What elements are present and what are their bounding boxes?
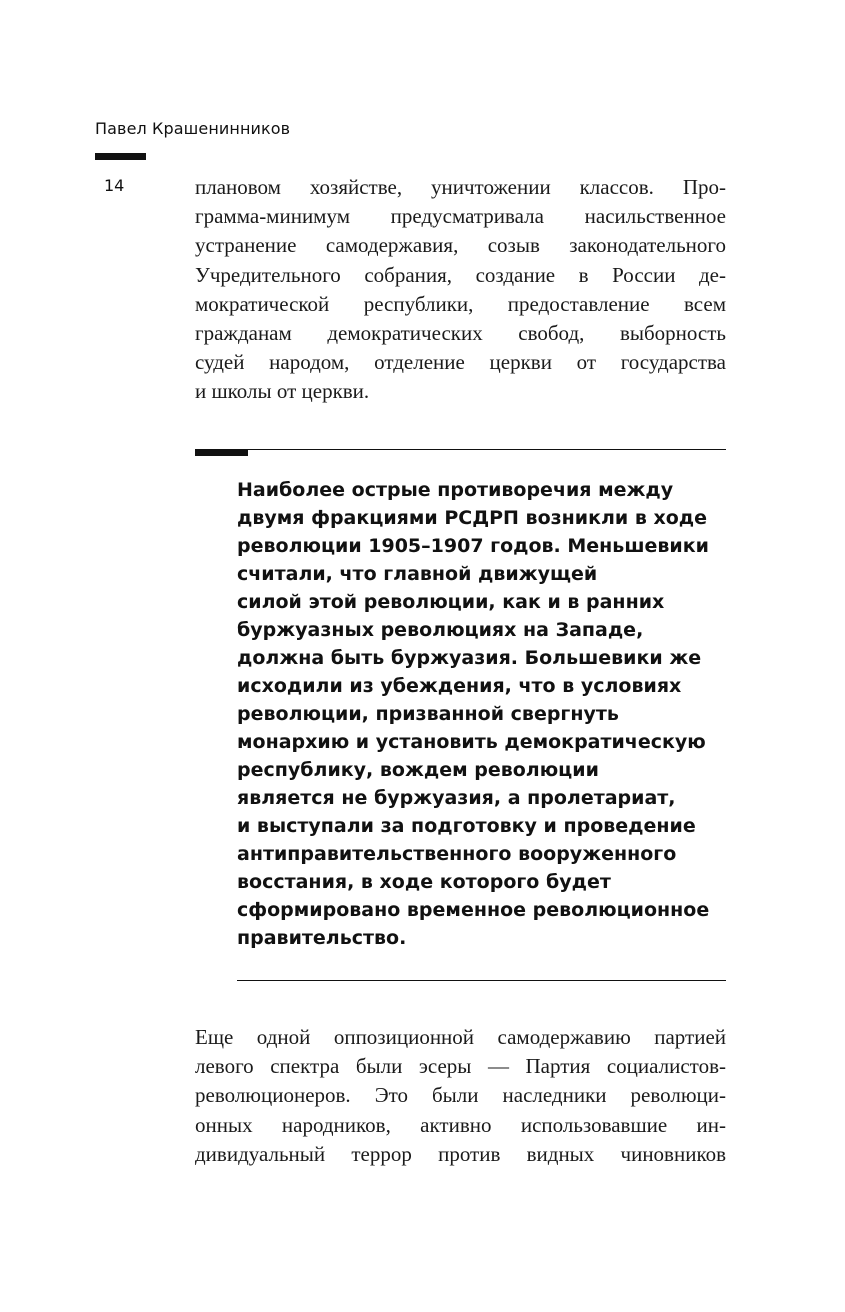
- text-line: и школы от церкви.: [195, 379, 370, 404]
- callout-line: исходили из убеждения, что в условиях: [237, 675, 682, 697]
- callout-line: силой этой революции, как и в ранних: [237, 591, 665, 613]
- text-line: грамма-минимум предусматривала насильственное: [195, 204, 726, 229]
- callout-line: республику, вождем революции: [237, 759, 599, 781]
- text-line: Учредительного собрания, создание в России де-: [195, 262, 726, 287]
- text-line: онных народников, активно использовавшие ин-: [195, 1112, 726, 1137]
- text-line: левого спектра были эсеры — Партия социалистов-: [195, 1054, 726, 1079]
- callout-line: двумя фракциями РСДРП возникли в ходе: [237, 507, 708, 529]
- callout-bottom-rule: [237, 980, 726, 981]
- callout-line: восстания, в ходе которого будет: [237, 871, 611, 893]
- callout-top-bar: [195, 449, 248, 456]
- callout-line: антиправительственного вооруженного: [237, 843, 677, 865]
- text-line: гражданам демократических свобод, выборность: [195, 320, 726, 345]
- page-number: 14: [104, 176, 125, 195]
- header-rule: [95, 153, 146, 160]
- callout-line: правительство.: [237, 927, 407, 949]
- callout-line: должна быть буржуазия. Большевики же: [237, 647, 702, 669]
- text-line: устранение самодержавия, созыв законодательного: [195, 233, 726, 258]
- text-line: революционеров. Это были наследники революци-: [195, 1083, 726, 1108]
- callout-line: буржуазных революциях на Западе,: [237, 619, 644, 641]
- callout-text: [237, 476, 726, 952]
- callout-top-rule: [195, 449, 726, 450]
- callout-line: и выступали за подготовку и проведение: [237, 815, 696, 837]
- callout-line: монархию и установить демократическую: [237, 731, 706, 753]
- text-line: дивидуальный террор против видных чиновников: [195, 1141, 726, 1166]
- callout-line: Наиболее острые противоречия между: [237, 479, 674, 501]
- paragraph-2: [195, 1023, 726, 1169]
- paragraph-1: [195, 173, 726, 407]
- text-line: мократической республики, предоставление всем: [195, 291, 726, 316]
- text-line: плановом хозяйстве, уничтожении классов. Про-: [195, 175, 726, 199]
- callout-line: революции, призванной свергнуть: [237, 703, 619, 725]
- callout-line: сформировано временное революционное: [237, 899, 710, 921]
- callout-line: считали, что главной движущей: [237, 563, 598, 585]
- text-line: судей народом, отделение церкви от государства: [195, 350, 726, 375]
- running-header-author: Павел Крашенинников: [95, 119, 291, 138]
- callout-line: революции 1905–1907 годов. Меньшевики: [237, 535, 709, 557]
- callout-line: является не буржуазия, а пролетариат,: [237, 787, 676, 809]
- text-line: Еще одной оппозиционной самодержавию партией: [195, 1025, 726, 1049]
